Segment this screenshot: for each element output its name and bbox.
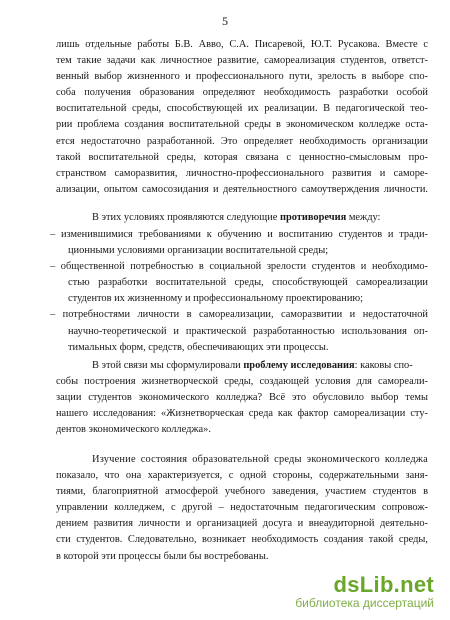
text-line: нашего исследования: «Жизнетворческая среда как фактор самореализации сту- [56, 408, 428, 420]
contradictions-tail: между: [348, 212, 381, 223]
problem-heading-line [56, 358, 428, 374]
text-line: воспитательной среды, способствующей их реализации. В педагогической тео- [56, 103, 428, 115]
text-line: рии проблема создания воспитательной среды в экономическом колледже оста- [56, 119, 428, 131]
contradictions-section [56, 210, 428, 226]
contradictions-heading-line [56, 210, 428, 226]
text-line: дением развития личности и организацией досуга и внеаудиторной деятельно- [56, 518, 428, 530]
text-line: ализации, опытом самосозидания и деятельностного самоутверждения личности. [56, 183, 428, 195]
dslib-logo: dsLib.net [333, 572, 434, 597]
list-item-line: тимальных форм, средств, обеспечивающих эти процессы. [68, 341, 329, 353]
text-line: собы построения жизнетворческой среды, создающей условия для самореали- [56, 376, 428, 388]
list-item-line: научно-теоретической и практической разработанностью использования оп- [68, 325, 428, 337]
list-item-line: студентов их жизненному и профессиональному проектированию; [68, 293, 364, 305]
list-item-line: – потребностями личности в самореализации, саморазвитии и недостаточной [50, 309, 428, 321]
text-line: управлении колледжем, с другой – недостаточным педагогическим сопровож- [56, 502, 428, 514]
contradictions-term: противоречия [279, 212, 347, 223]
intro-paragraph [56, 37, 428, 198]
text-line: ется недостаточно разработанной. Это определяет необходимость организации [56, 135, 428, 147]
dslib-watermark [295, 572, 434, 610]
text-line: венный выбор жизненного и профессионального пути, зрелость в выборе спо- [56, 71, 428, 83]
text-line: в которой эти процессы были бы востребованы. [56, 550, 269, 562]
text-line: соба получения образования определяют необходимость разработки особой [56, 87, 428, 99]
text-line: странством саморазвития, личностно-профессионального развития и саморе- [56, 167, 428, 179]
text-line: показало, что она характеризуется, с одной стороны, содержательными заня- [56, 470, 428, 482]
problem-intro: В этой связи мы сформулировали [92, 360, 241, 371]
text-line: зации студентов экономического колледжа? Всё это обусловило выбор темы [56, 392, 428, 404]
dslib-tagline: библиотека диссертаций [295, 596, 434, 610]
contradictions-list [50, 227, 428, 356]
problem-tail: : каковы спо- [354, 360, 413, 371]
list-item-line: стью разработки воспитательной среды, способствующей самореализации [68, 277, 428, 289]
page-number: 5 [222, 14, 228, 28]
problem-paragraph [56, 358, 428, 438]
text-line: такой воспитательной среды, которая связана с ценностно-смысловым про- [56, 151, 428, 163]
text-line: Изучение состояния образовательной среды экономического колледжа [92, 454, 428, 465]
list-item-line: ционными условиями организации воспитательной среды; [68, 245, 329, 257]
text-line: тем такие задачи как личностное развитие, самореализация студентов, ответст- [56, 55, 428, 67]
list-item-line: – общественной потребностью в социальной зрелости студентов и необходимо- [50, 261, 428, 273]
text-line: лишь отдельные работы Б.В. Авво, С.А. Писаревой, Ю.Т. Русакова. Вместе с [56, 39, 428, 50]
list-item-line: – изменившимися требованиями к обучению и воспитанию студентов и тради- [50, 229, 428, 240]
text-line: дентов экономического колледжа». [56, 424, 211, 436]
text-line: тиями, благоприятной атмосферой учебного заведения, участием студентов в [56, 486, 428, 498]
text-line: сти студентов. Следовательно, возникает необходимость создания такой среды, [56, 534, 428, 546]
study-paragraph [56, 452, 428, 565]
problem-term: проблему исследования [243, 360, 355, 371]
contradictions-intro: В этих условиях проявляются следующие [92, 212, 278, 223]
